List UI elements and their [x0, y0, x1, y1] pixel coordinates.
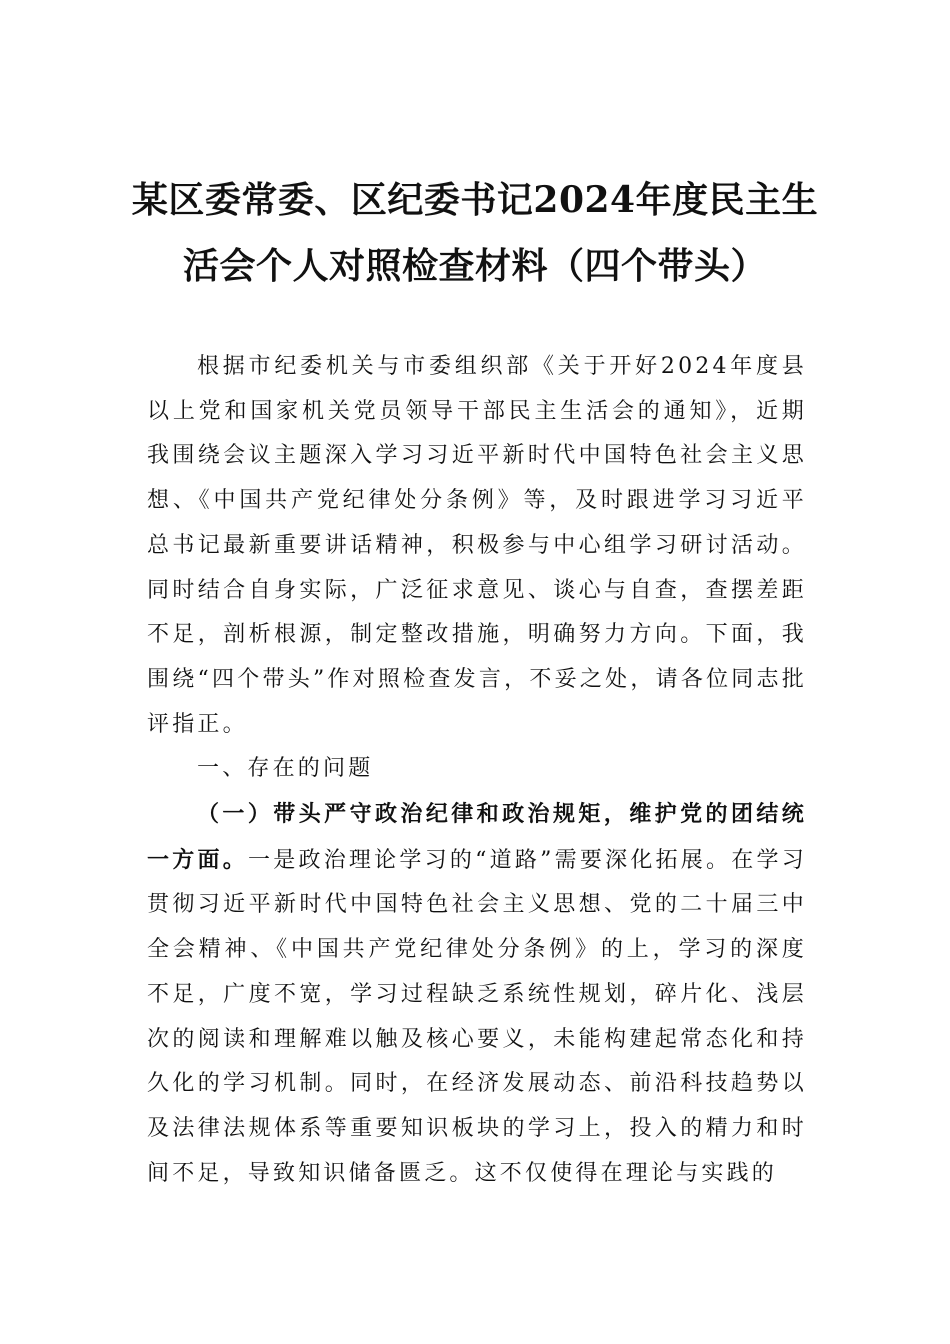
intro-paragraph: 根据市纪委机关与市委组织部《关于开好2024年度县以上党和国家机关党员领导干部民主生活会的通知》，近期我围绕会议主题深入学习习近平新时代中国特色社会主义思想、《中国共产党纪律处分条例》等，及时跟进学习习近平总书记最新重要讲话精神，积极参与中心组学习研讨活动。同时结合自身实际，广泛征求意见、谈心与自查，查摆差距不足，剖析根源，制定整改措施，明确努力方向。下面，我围绕“四个带头”作对照检查发言，不妥之处，请各位同志批评指正。 [147, 354, 807, 737]
document-body [147, 345, 807, 1196]
subsection-paragraph [147, 792, 807, 1196]
subsection-heading: （一）带头严守政治纪律和政治规矩，维护党的团结统一方面。 [147, 801, 807, 873]
subsection-body: 一是政治理论学习的“道路”需要深化拓展。在学习贯彻习近平新时代中国特色社会主义思想、党的二十届三中全会精神、《中国共产党纪律处分条例》的上，学习的深度不足，广度不宽，学习过程缺乏系统性规划，碎片化、浅层次的阅读和理解难以触及核心要义，未能构建起常态化和持久化的学习机制。同时，在经济发展动态、前沿科技趋势以及法律法规体系等重要知识板块的学习上，投入的精力和时间不足，导致知识储备匮乏。这不仅使得在理论与实践的 [147, 847, 807, 1186]
section-heading: 一、存在的问题 [197, 756, 374, 782]
document-title-line-2: 活会个人对照检查材料（四个带头） [182, 245, 767, 287]
document-title-line-1: 某区委常委、区纪委书记2024年度民主生 [131, 179, 819, 221]
